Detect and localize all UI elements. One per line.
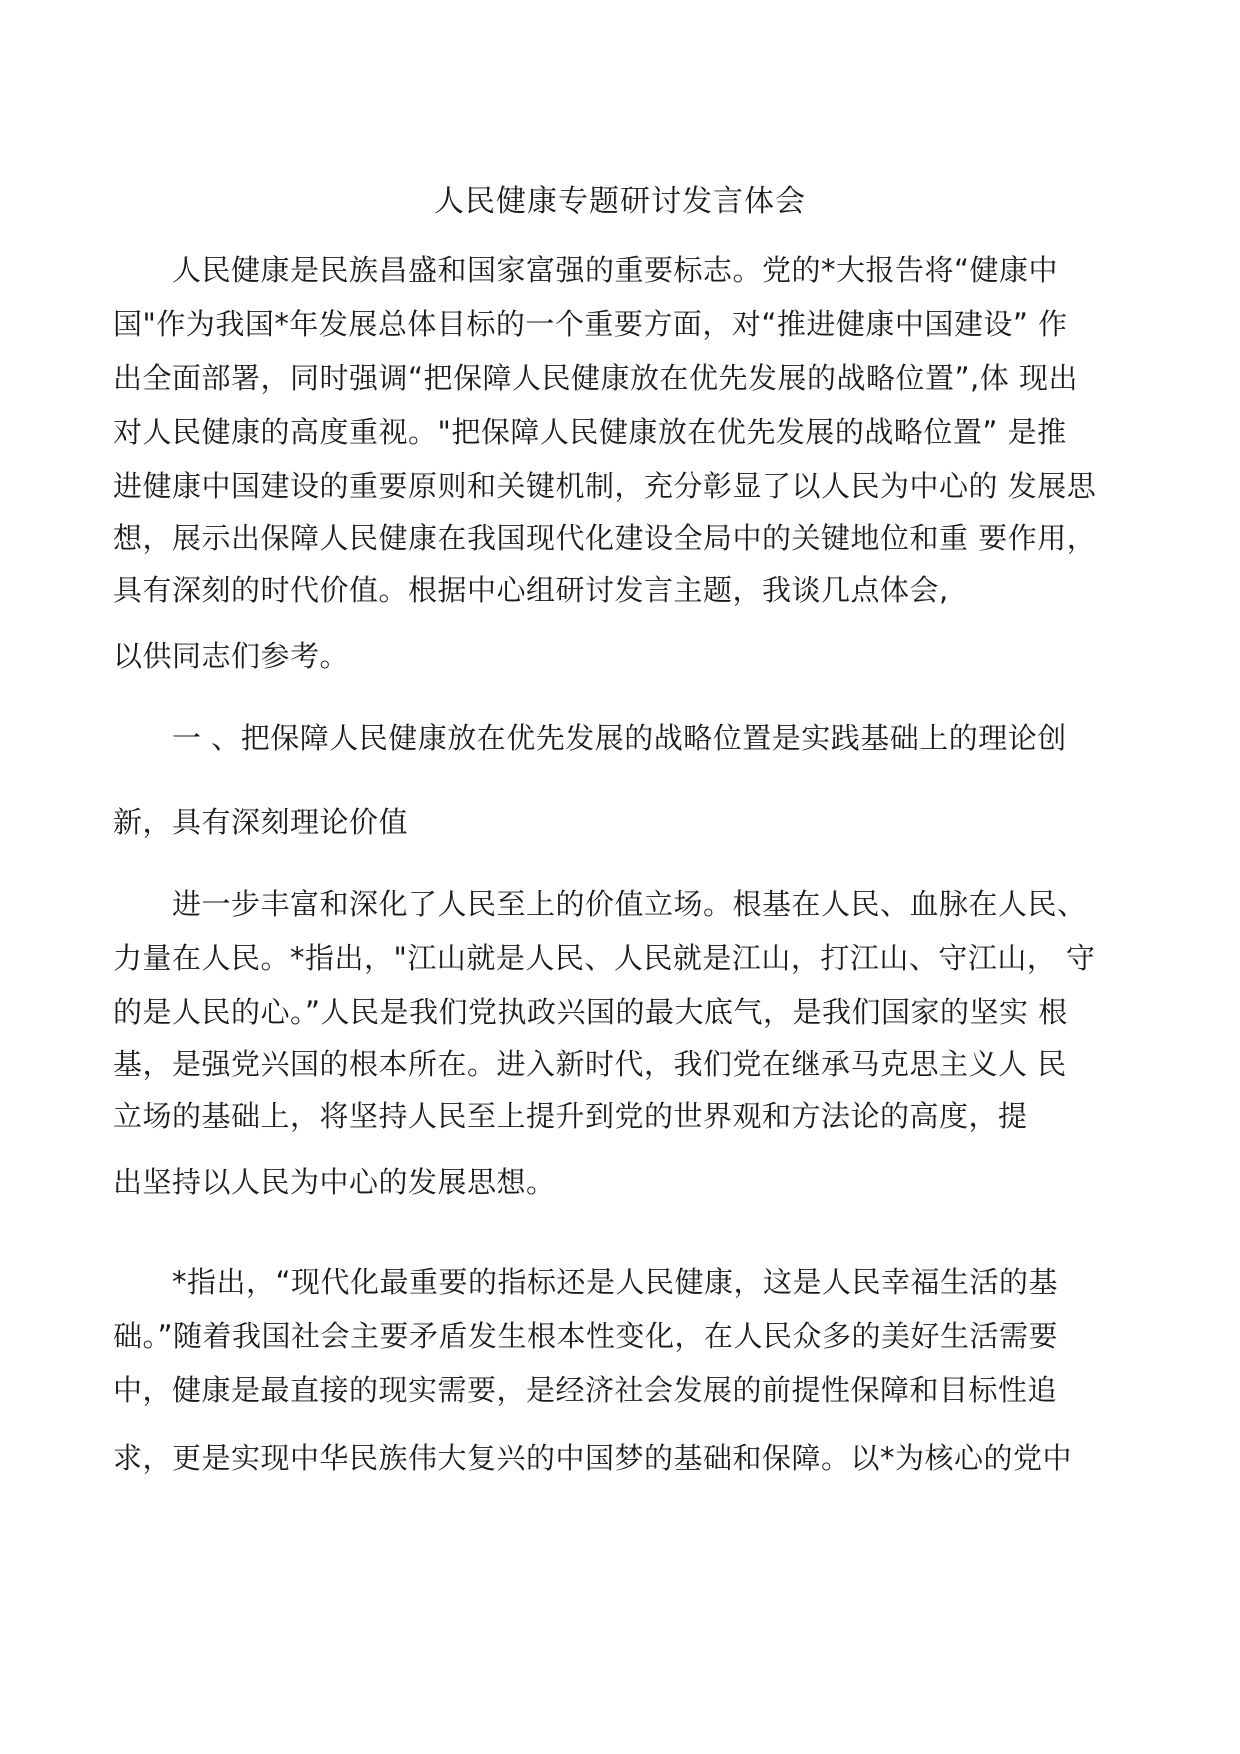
paragraph-line: 对人民健康的高度重视。"把保障人民健康放在优先发展的战略位置” 是推 (113, 415, 1067, 449)
paragraph-line: 进健康中国建设的重要原则和关键机制，充分彰显了以人民为中心的 发展思 (113, 469, 1097, 503)
paragraph-line: 具有深刻的时代价值。根据中心组研讨发言主题，我谈几点体会, (113, 573, 949, 607)
section-heading-line: 一 、把保障人民健康放在优先发展的战略位置是实践基础上的理论创 (172, 721, 1067, 755)
paragraph-line: 想，展示出保障人民健康在我国现代化建设全局中的关键地位和重 要作用， (113, 521, 1097, 555)
paragraph-line: 国"作为我国*年发展总体目标的一个重要方面，对“推进健康中国建设” 作 (113, 307, 1068, 341)
paragraph-line: 的是人民的心。”人民是我们党执政兴国的最大底气，是我们国家的坚实 根 (113, 995, 1068, 1029)
section-heading-line: 新，具有深刻理论价值 (113, 805, 409, 839)
paragraph-line: 力量在人民。*指出，"江山就是人民、人民就是江山，打江山、守江山， 守 (113, 941, 1096, 975)
paragraph-line: 立场的基础上，将坚持人民至上提升到党的世界观和方法论的高度，提 (113, 1099, 1028, 1133)
paragraph-line: 求，更是实现中华民族伟大复兴的中国梦的基础和保障。以*为核心的党中 (113, 1441, 1073, 1475)
paragraph-line: 进一步丰富和深化了人民至上的价值立场。根基在人民、血脉在人民、 (172, 887, 1087, 921)
paragraph-line: 中，健康是最直接的现实需要，是经济社会发展的前提性保障和目标性追 (113, 1373, 1058, 1407)
paragraph-line: 以供同志们参考。 (113, 639, 350, 673)
document-title: 人民健康专题研讨发言体会 (434, 184, 806, 219)
paragraph-line: 人民健康是民族昌盛和国家富强的重要标志。党的*大报告将“健康中 (172, 253, 1059, 287)
paragraph-line: 础。”随着我国社会主要矛盾发生根本性变化，在人民众多的美好生活需要 (113, 1319, 1059, 1353)
paragraph-line: *指出，“现代化最重要的指标还是人民健康，这是人民幸福生活的基 (172, 1265, 1059, 1299)
paragraph-line: 基，是强党兴国的根本所在。进入新时代，我们党在继承马克思主义人 民 (113, 1047, 1067, 1081)
paragraph-line: 出坚持以人民为中心的发展思想。 (113, 1165, 556, 1199)
paragraph-line: 出全面部署，同时强调“把保障人民健康放在优先发展的战略位置”,体 现出 (113, 361, 1078, 395)
